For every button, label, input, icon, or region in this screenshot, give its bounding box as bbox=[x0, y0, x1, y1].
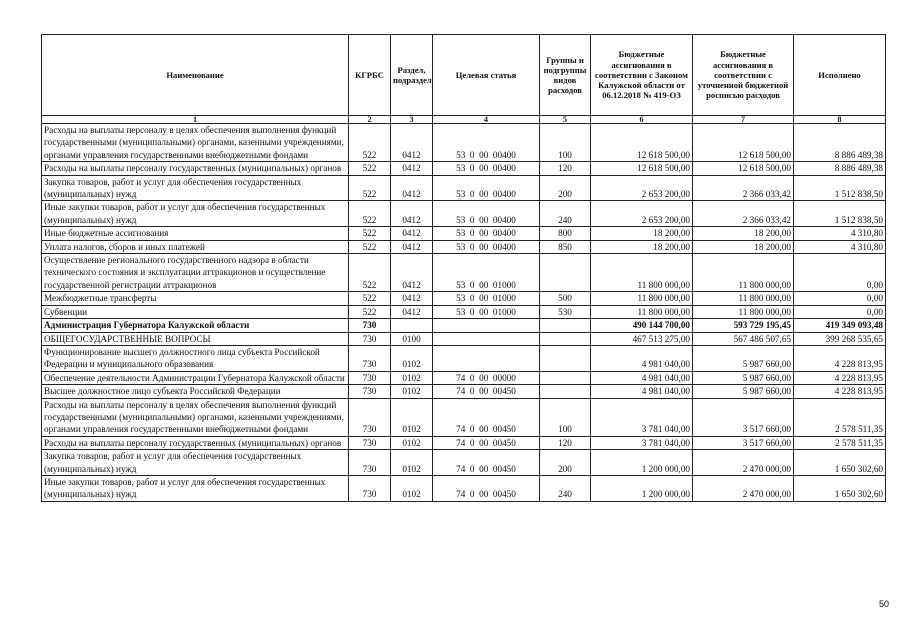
cell-kgrbs: 730 bbox=[349, 450, 391, 476]
cell-section: 0102 bbox=[391, 436, 433, 449]
cell-target: 53 0 00 00400 bbox=[433, 227, 540, 240]
cell-section: 0102 bbox=[391, 475, 433, 501]
cell-group bbox=[540, 332, 591, 345]
cell-executed: 4 228 813,95 bbox=[794, 371, 886, 384]
cell-group bbox=[540, 371, 591, 384]
cell-kgrbs: 522 bbox=[349, 124, 391, 162]
cell-section: 0412 bbox=[391, 124, 433, 162]
cell-kgrbs: 522 bbox=[349, 162, 391, 175]
cell-kgrbs: 730 bbox=[349, 319, 391, 332]
cell-group: 500 bbox=[540, 292, 591, 305]
cell-executed: 1 512 838,50 bbox=[794, 201, 886, 227]
cell-kgrbs: 730 bbox=[349, 332, 391, 345]
cell-law: 2 653 200,00 bbox=[591, 175, 693, 201]
table-row bbox=[42, 254, 886, 292]
cell-section: 0412 bbox=[391, 292, 433, 305]
cell-revised: 567 486 507,65 bbox=[693, 332, 794, 345]
cell-kgrbs: 730 bbox=[349, 371, 391, 384]
cell-group: 240 bbox=[540, 475, 591, 501]
header-law: Бюджетные ассигнования в соответствии с Законом Калужской области от 06.12.2018 № 419-ОЗ bbox=[591, 35, 693, 116]
header-name: Наименование bbox=[42, 35, 349, 116]
table-row bbox=[42, 305, 886, 318]
cell-section: 0412 bbox=[391, 254, 433, 292]
page-number: 50 bbox=[879, 599, 890, 609]
cell-section: 0412 bbox=[391, 175, 433, 201]
cell-group: 800 bbox=[540, 227, 591, 240]
column-number: 2 bbox=[349, 116, 391, 124]
cell-law: 4 981 040,00 bbox=[591, 371, 693, 384]
cell-name: Закупка товаров, работ и услуг для обеспечения государственных (муниципальных) нужд bbox=[42, 175, 349, 201]
cell-name: Субвенции bbox=[42, 305, 349, 318]
cell-group: 120 bbox=[540, 436, 591, 449]
cell-revised: 2 366 033,42 bbox=[693, 175, 794, 201]
cell-executed: 1 512 838,50 bbox=[794, 175, 886, 201]
cell-target: 53 0 00 00400 bbox=[433, 162, 540, 175]
table-row bbox=[42, 201, 886, 227]
cell-name: Иные закупки товаров, работ и услуг для обеспечения государственных (муниципальных) нужд bbox=[42, 475, 349, 501]
cell-name: Высшее должностное лицо субъекта Российской Федерации bbox=[42, 385, 349, 398]
cell-executed: 0,00 bbox=[794, 305, 886, 318]
cell-executed: 4 228 813,95 bbox=[794, 385, 886, 398]
cell-target: 53 0 00 00400 bbox=[433, 124, 540, 162]
cell-name: Функционирование высшего должностного лица субъекта Российской Федерации и муниципального образования bbox=[42, 345, 349, 371]
cell-name: Расходы на выплаты персоналу государственных (муниципальных) органов bbox=[42, 162, 349, 175]
table-row bbox=[42, 319, 886, 332]
cell-section: 0102 bbox=[391, 450, 433, 476]
cell-group bbox=[540, 345, 591, 371]
header-group: Группы и подгруппы видов расходов bbox=[540, 35, 591, 116]
header-row bbox=[42, 35, 886, 116]
cell-revised: 5 987 660,00 bbox=[693, 385, 794, 398]
table-row bbox=[42, 162, 886, 175]
cell-revised: 18 200,00 bbox=[693, 227, 794, 240]
cell-law: 18 200,00 bbox=[591, 227, 693, 240]
cell-name: Осуществление регионального государственного надзора в области технического состояния и эксплуатации аттракционов и осуществление государственной регистрации аттракционов bbox=[42, 254, 349, 292]
cell-name: Иные бюджетные ассигнования bbox=[42, 227, 349, 240]
cell-target bbox=[433, 332, 540, 345]
cell-group: 530 bbox=[540, 305, 591, 318]
cell-target: 53 0 00 01000 bbox=[433, 292, 540, 305]
header-section: Раздел, подраздел bbox=[391, 35, 433, 116]
table-row bbox=[42, 475, 886, 501]
cell-kgrbs: 522 bbox=[349, 305, 391, 318]
cell-group: 120 bbox=[540, 162, 591, 175]
cell-kgrbs: 522 bbox=[349, 240, 391, 253]
cell-executed: 1 650 302,60 bbox=[794, 450, 886, 476]
cell-section: 0412 bbox=[391, 162, 433, 175]
cell-section: 0102 bbox=[391, 345, 433, 371]
cell-target: 74 0 00 00450 bbox=[433, 385, 540, 398]
column-number: 1 bbox=[42, 116, 349, 124]
cell-target bbox=[433, 319, 540, 332]
cell-executed: 399 268 535,65 bbox=[794, 332, 886, 345]
table-row bbox=[42, 292, 886, 305]
cell-name: Расходы на выплаты персоналу в целях обеспечения выполнения функций государственными (муниципальными) органами, казенными учреждениями, органами управления государственными внебюджетными фондами bbox=[42, 124, 349, 162]
cell-target: 74 0 00 00450 bbox=[433, 398, 540, 436]
cell-group bbox=[540, 319, 591, 332]
cell-kgrbs: 730 bbox=[349, 385, 391, 398]
cell-law: 3 781 040,00 bbox=[591, 436, 693, 449]
table-row bbox=[42, 385, 886, 398]
cell-target: 53 0 00 01000 bbox=[433, 254, 540, 292]
cell-law: 12 618 500,00 bbox=[591, 162, 693, 175]
cell-law: 11 800 000,00 bbox=[591, 254, 693, 292]
cell-section: 0412 bbox=[391, 227, 433, 240]
cell-group bbox=[540, 385, 591, 398]
cell-executed: 1 650 302,60 bbox=[794, 475, 886, 501]
cell-target: 53 0 00 00400 bbox=[433, 201, 540, 227]
cell-name: Межбюджетные трансферты bbox=[42, 292, 349, 305]
cell-revised: 18 200,00 bbox=[693, 240, 794, 253]
table-row bbox=[42, 332, 886, 345]
cell-law: 490 144 700,00 bbox=[591, 319, 693, 332]
budget-table bbox=[41, 34, 886, 502]
table-row bbox=[42, 175, 886, 201]
header-kgrbs: КГРБС bbox=[349, 35, 391, 116]
column-number: 7 bbox=[693, 116, 794, 124]
cell-name: Уплата налогов, сборов и иных платежей bbox=[42, 240, 349, 253]
cell-target: 53 0 00 01000 bbox=[433, 305, 540, 318]
cell-revised: 2 366 033,42 bbox=[693, 201, 794, 227]
cell-section bbox=[391, 319, 433, 332]
cell-kgrbs: 730 bbox=[349, 475, 391, 501]
cell-kgrbs: 730 bbox=[349, 436, 391, 449]
cell-target: 74 0 00 00450 bbox=[433, 436, 540, 449]
cell-revised: 2 470 000,00 bbox=[693, 475, 794, 501]
cell-executed: 0,00 bbox=[794, 254, 886, 292]
table-row bbox=[42, 345, 886, 371]
cell-name: Закупка товаров, работ и услуг для обеспечения государственных (муниципальных) нужд bbox=[42, 450, 349, 476]
column-number-row bbox=[42, 116, 886, 124]
column-number: 4 bbox=[433, 116, 540, 124]
cell-executed: 4 310,80 bbox=[794, 227, 886, 240]
cell-revised: 12 618 500,00 bbox=[693, 162, 794, 175]
cell-target: 74 0 00 00450 bbox=[433, 475, 540, 501]
cell-executed: 419 349 093,48 bbox=[794, 319, 886, 332]
cell-executed: 8 886 489,38 bbox=[794, 124, 886, 162]
cell-law: 12 618 500,00 bbox=[591, 124, 693, 162]
cell-revised: 593 729 195,45 bbox=[693, 319, 794, 332]
cell-target: 53 0 00 00400 bbox=[433, 240, 540, 253]
cell-kgrbs: 730 bbox=[349, 398, 391, 436]
table-row bbox=[42, 240, 886, 253]
cell-law: 4 981 040,00 bbox=[591, 385, 693, 398]
table-body bbox=[42, 124, 886, 502]
cell-name: Иные закупки товаров, работ и услуг для обеспечения государственных (муниципальных) нужд bbox=[42, 201, 349, 227]
cell-section: 0102 bbox=[391, 398, 433, 436]
cell-group: 240 bbox=[540, 201, 591, 227]
cell-section: 0100 bbox=[391, 332, 433, 345]
column-number: 5 bbox=[540, 116, 591, 124]
column-number: 8 bbox=[794, 116, 886, 124]
header-executed: Исполнено bbox=[794, 35, 886, 116]
cell-executed: 0,00 bbox=[794, 292, 886, 305]
cell-section: 0102 bbox=[391, 371, 433, 384]
cell-section: 0102 bbox=[391, 385, 433, 398]
cell-kgrbs: 730 bbox=[349, 345, 391, 371]
column-number: 3 bbox=[391, 116, 433, 124]
cell-kgrbs: 522 bbox=[349, 175, 391, 201]
cell-law: 11 800 000,00 bbox=[591, 305, 693, 318]
cell-revised: 11 800 000,00 bbox=[693, 305, 794, 318]
table-row bbox=[42, 227, 886, 240]
cell-law: 18 200,00 bbox=[591, 240, 693, 253]
cell-kgrbs: 522 bbox=[349, 292, 391, 305]
cell-law: 3 781 040,00 bbox=[591, 398, 693, 436]
cell-group: 850 bbox=[540, 240, 591, 253]
cell-executed: 4 228 813,95 bbox=[794, 345, 886, 371]
cell-group: 100 bbox=[540, 124, 591, 162]
cell-target: 53 0 00 00400 bbox=[433, 175, 540, 201]
cell-revised: 2 470 000,00 bbox=[693, 450, 794, 476]
cell-group: 100 bbox=[540, 398, 591, 436]
table-row bbox=[42, 398, 886, 436]
cell-executed: 2 578 511,35 bbox=[794, 436, 886, 449]
cell-group: 200 bbox=[540, 450, 591, 476]
table-row bbox=[42, 436, 886, 449]
cell-target bbox=[433, 345, 540, 371]
cell-name: Администрация Губернатора Калужской области bbox=[42, 319, 349, 332]
header-revised: Бюджетные ассигнования в соответствии с уточненной бюджетной росписью расходов bbox=[693, 35, 794, 116]
cell-section: 0412 bbox=[391, 305, 433, 318]
cell-kgrbs: 522 bbox=[349, 254, 391, 292]
cell-revised: 3 517 660,00 bbox=[693, 436, 794, 449]
cell-section: 0412 bbox=[391, 201, 433, 227]
cell-law: 2 653 200,00 bbox=[591, 201, 693, 227]
cell-executed: 8 886 489,38 bbox=[794, 162, 886, 175]
cell-revised: 12 618 500,00 bbox=[693, 124, 794, 162]
cell-law: 4 981 040,00 bbox=[591, 345, 693, 371]
cell-name: Расходы на выплаты персоналу в целях обеспечения выполнения функций государственными (муниципальными) органами, казенными учреждениями, органами управления государственными внебюджетными фондами bbox=[42, 398, 349, 436]
cell-kgrbs: 522 bbox=[349, 227, 391, 240]
cell-revised: 11 800 000,00 bbox=[693, 254, 794, 292]
cell-law: 467 513 275,00 bbox=[591, 332, 693, 345]
column-number: 6 bbox=[591, 116, 693, 124]
table-row bbox=[42, 124, 886, 162]
table-row bbox=[42, 371, 886, 384]
cell-group bbox=[540, 254, 591, 292]
cell-law: 1 200 000,00 bbox=[591, 475, 693, 501]
cell-target: 74 0 00 00000 bbox=[433, 371, 540, 384]
cell-kgrbs: 522 bbox=[349, 201, 391, 227]
cell-revised: 3 517 660,00 bbox=[693, 398, 794, 436]
cell-target: 74 0 00 00450 bbox=[433, 450, 540, 476]
cell-name: Обеспечение деятельности Администрации Губернатора Калужской области bbox=[42, 371, 349, 384]
cell-executed: 4 310,80 bbox=[794, 240, 886, 253]
cell-section: 0412 bbox=[391, 240, 433, 253]
cell-revised: 5 987 660,00 bbox=[693, 345, 794, 371]
cell-name: Расходы на выплаты персоналу государственных (муниципальных) органов bbox=[42, 436, 349, 449]
cell-executed: 2 578 511,35 bbox=[794, 398, 886, 436]
cell-name: ОБЩЕГОСУДАРСТВЕННЫЕ ВОПРОСЫ bbox=[42, 332, 349, 345]
cell-law: 1 200 000,00 bbox=[591, 450, 693, 476]
header-target: Целевая статья bbox=[433, 35, 540, 116]
table-row bbox=[42, 450, 886, 476]
cell-revised: 5 987 660,00 bbox=[693, 371, 794, 384]
cell-law: 11 800 000,00 bbox=[591, 292, 693, 305]
cell-group: 200 bbox=[540, 175, 591, 201]
cell-revised: 11 800 000,00 bbox=[693, 292, 794, 305]
